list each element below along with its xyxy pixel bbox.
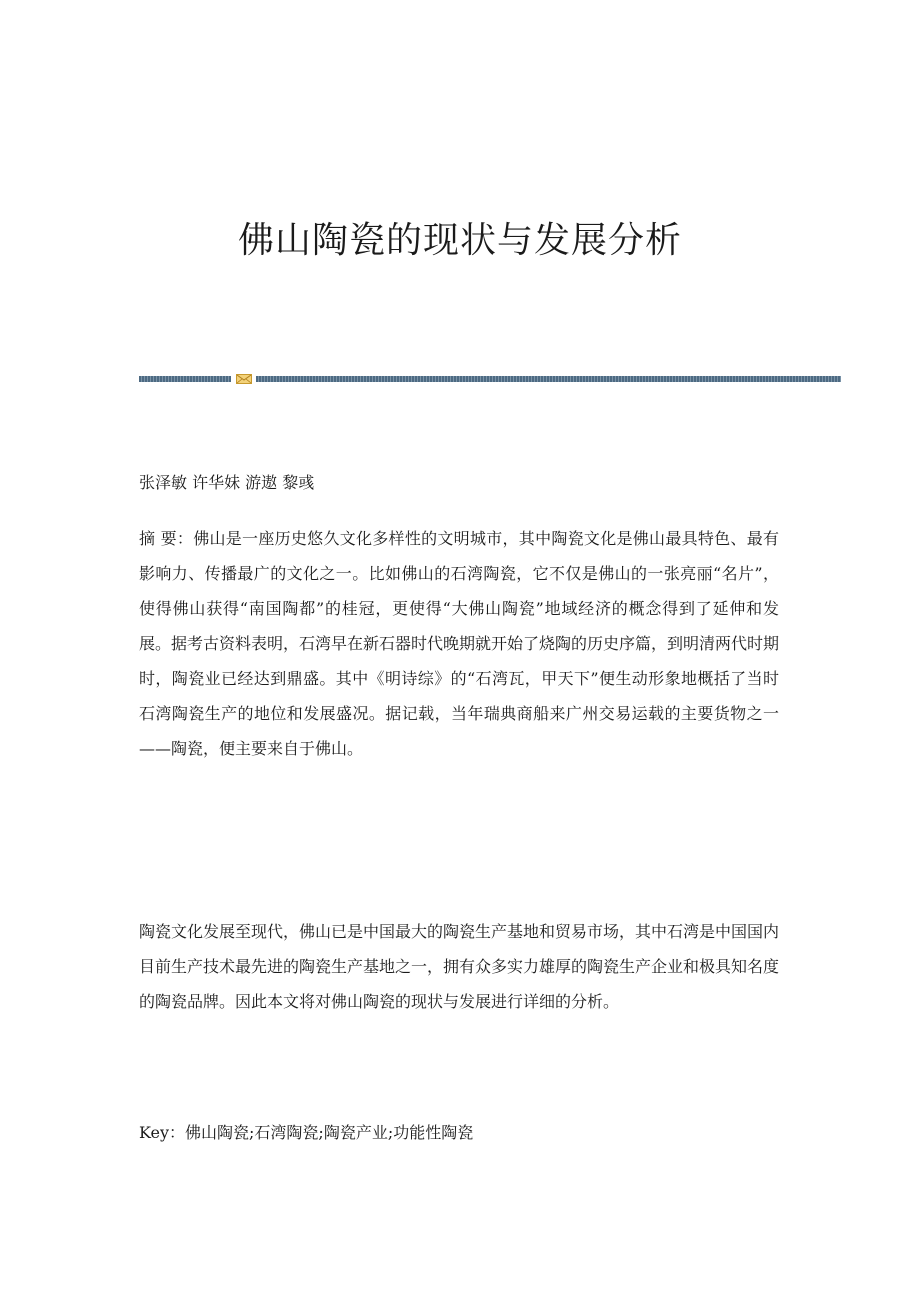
document-title: 佛山陶瓷的现状与发展分析	[237, 220, 682, 261]
keywords-line: Key：佛山陶瓷;石湾陶瓷;陶瓷产业;功能性陶瓷	[139, 1123, 474, 1142]
divider-bar-right	[256, 376, 841, 382]
author-list: 张泽敏 许华妹 游遨 黎彧	[139, 473, 315, 492]
title-divider	[139, 374, 841, 383]
divider-ornament-icon	[236, 374, 252, 384]
body-paragraph: 陶瓷文化发展至现代，佛山已是中国最大的陶瓷生产基地和贸易市场，其中石湾是中国国内目前生产技术最先进的陶瓷生产基地之一，拥有众多实力雄厚的陶瓷生产企业和极具知名度的陶瓷品牌。因此本文将对佛山陶瓷的现状与发展进行详细的分析。	[139, 922, 780, 1011]
abstract-paragraph: 摘 要：佛山是一座历史悠久文化多样性的文明城市，其中陶瓷文化是佛山最具特色、最有影响力、传播最广的文化之一。比如佛山的石湾陶瓷，它不仅是佛山的一张亮丽“名片”，使得佛山获得“南国陶都”的桂冠，更使得“大佛山陶瓷”地域经济的概念得到了延伸和发展。据考古资料表明，石湾早在新石器时代晚期就开始了烧陶的历史序篇，到明清两代时期时，陶瓷业已经达到鼎盛。其中《明诗综》的“石湾瓦，甲天下”便生动形象地概括了当时石湾陶瓷生产的地位和发展盛况。据记载，当年瑞典商船来广州交易运载的主要货物之一——陶瓷，便主要来自于佛山。	[139, 529, 780, 758]
divider-bar-left	[139, 376, 231, 382]
